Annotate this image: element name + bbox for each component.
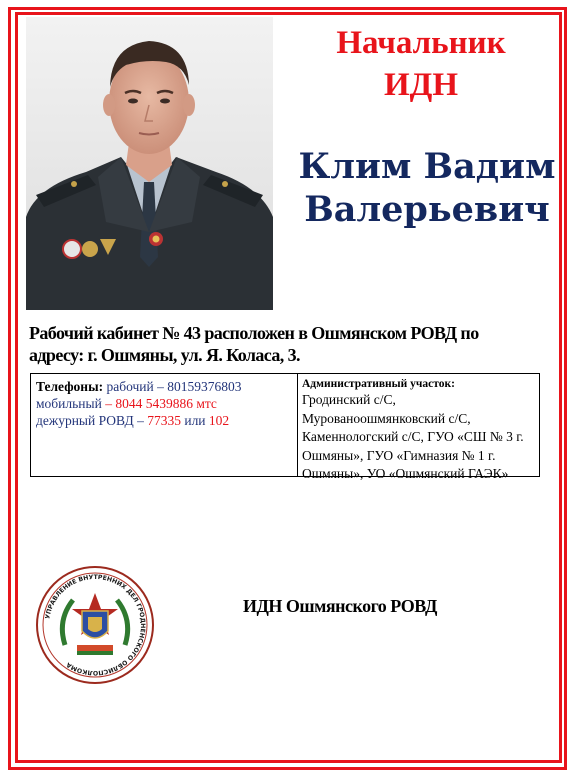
table-divider bbox=[297, 374, 298, 476]
officer-name-line2: Валерьевич bbox=[304, 189, 550, 230]
position-title bbox=[292, 22, 550, 106]
officer-photo bbox=[26, 17, 273, 310]
phone-mobile-number[interactable]: – 8044 5439886 мтс bbox=[105, 396, 217, 411]
district-line3: Каменнологский с/С, ГУО «СШ № 3 г. bbox=[302, 429, 524, 444]
district-line5: Ошмяны», УО «Ошмянский ГАЭК» bbox=[302, 466, 509, 481]
position-title-line1: Начальник bbox=[336, 25, 506, 61]
district-line4: Ошмяны», ГУО «Гимназия № 1 г. bbox=[302, 447, 496, 463]
phone-work-label: рабочий bbox=[106, 379, 154, 394]
phone-work-number[interactable]: – 80159376803 bbox=[157, 379, 242, 394]
office-address bbox=[29, 322, 549, 366]
office-address-line2: адресу: г. Ошмяны, ул. Я. Коласа, 3. bbox=[29, 345, 300, 365]
emblem-ring-text: УПРАВЛЕНИЕ ВНУТРЕННИХ ДЕЛ ГРОДНЕНСКОГО ОБЛИСПОЛКОМА bbox=[44, 573, 147, 677]
office-address-line1: Рабочий кабинет № 43 расположен в Ошмянском РОВД по bbox=[29, 323, 479, 343]
officer-portrait-image bbox=[26, 17, 273, 310]
district-heading: Административный участок: bbox=[302, 378, 455, 390]
footer-department: ИДН Ошмянского РОВД bbox=[243, 596, 437, 616]
officer-name bbox=[292, 145, 562, 231]
phones-cell bbox=[36, 378, 294, 429]
phone-duty-number1[interactable]: 77335 bbox=[147, 413, 181, 428]
district-line1: Гродинский с/С, bbox=[302, 392, 396, 407]
phone-mobile-row bbox=[36, 395, 294, 412]
phone-duty-or: или bbox=[184, 413, 206, 428]
officer-name-line1: Клим Вадим bbox=[298, 146, 556, 187]
phone-duty-label: дежурный РОВД – bbox=[36, 413, 144, 428]
contact-info-table bbox=[30, 373, 540, 481]
phone-duty-number2[interactable]: 102 bbox=[208, 413, 230, 428]
district-line2: Мурованоошмянковский с/С, bbox=[302, 410, 471, 426]
position-title-line2: ИДН bbox=[383, 67, 459, 103]
phones-label: Телефоны: bbox=[36, 379, 104, 394]
district-cell bbox=[302, 377, 538, 484]
phone-duty-row bbox=[36, 412, 294, 429]
phone-mobile-label: мобильный bbox=[36, 396, 102, 411]
police-emblem-icon bbox=[35, 565, 155, 685]
phone-work-row bbox=[36, 378, 294, 395]
